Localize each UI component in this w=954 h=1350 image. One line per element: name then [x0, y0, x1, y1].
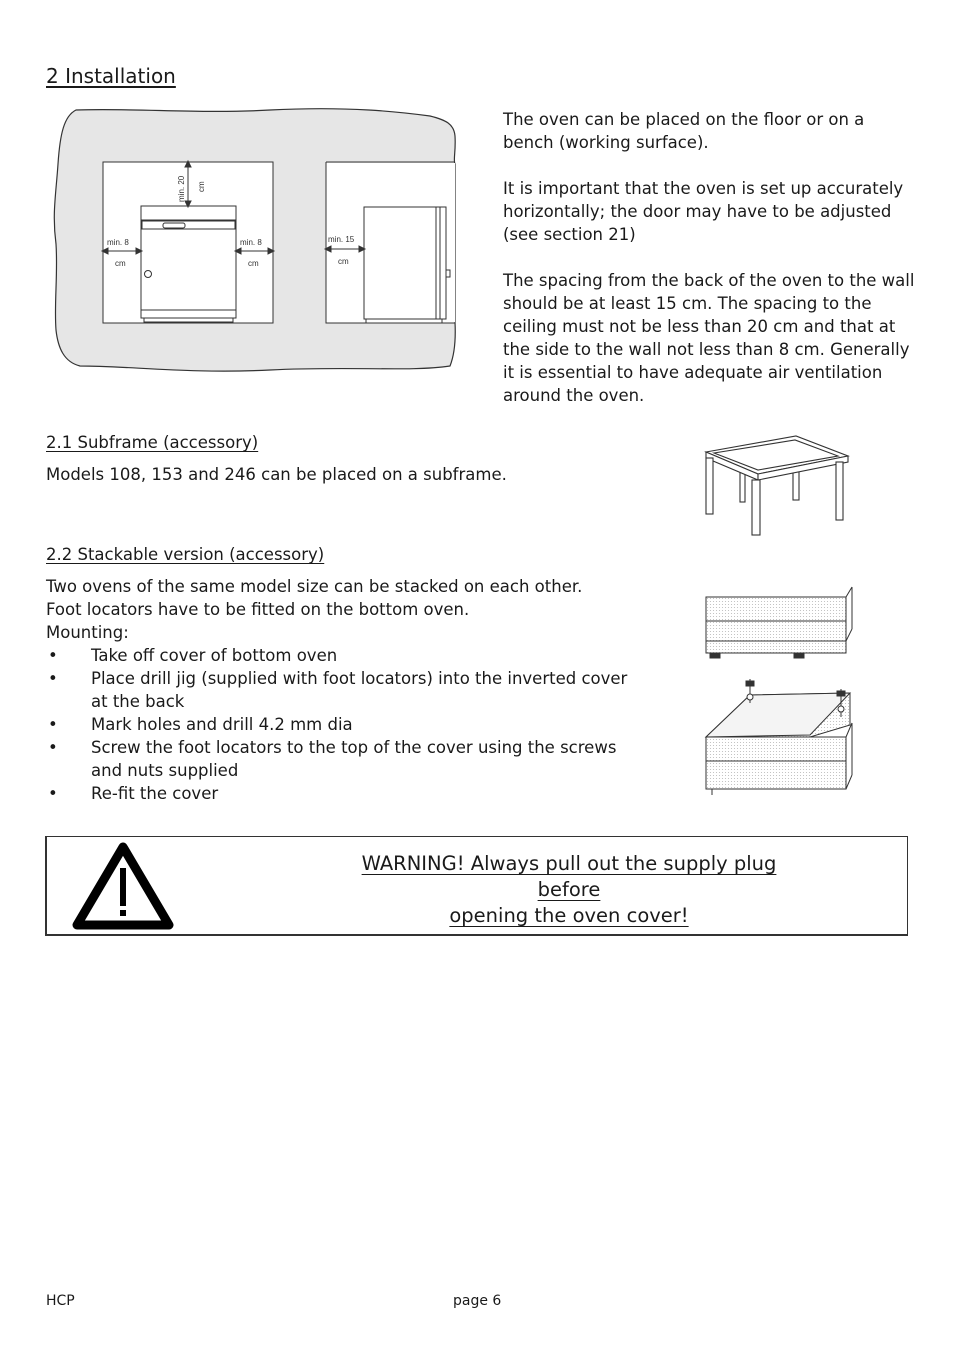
section-2-2-title: 2.2 Stackable version (accessory) — [46, 545, 325, 564]
page-title: 2 Installation — [46, 64, 176, 88]
right-min-label: min. 8 — [240, 238, 262, 247]
list-item: • Place drill jig (supplied with foot locators) into the inverted cover at the back — [46, 667, 631, 713]
warning-line: WARNING! Always pull out the supply plug before — [361, 852, 777, 901]
warning-triangle-icon — [72, 842, 174, 932]
section-2-2-body — [46, 575, 646, 805]
top-min-label: min. 20 — [177, 175, 186, 202]
list-item: • Take off cover of bottom oven — [46, 644, 631, 667]
intro-paragraph: The oven can be placed on the floor or on a bench (working surface). — [503, 110, 865, 152]
upper-oven-bottom — [706, 587, 852, 658]
list-item: • Screw the foot locators to the top of the cover using the screws and nuts supplied — [46, 736, 631, 782]
footer-left: HCP — [46, 1293, 75, 1309]
list-item: • Re-fit the cover — [46, 782, 631, 805]
section-2-2-line: Mounting: — [46, 623, 129, 642]
left-min-label: min. 8 — [107, 238, 129, 247]
section-2-1-title: 2.1 Subframe (accessory) — [46, 433, 259, 452]
top-unit-label: cm — [197, 181, 206, 192]
warning-line: opening the oven cover! — [449, 904, 689, 927]
intro-paragraph: It is important that the oven is set up accurately horizontally; the door may have to be adjusted (see section 21) — [503, 179, 904, 244]
section-2-2-line: Two ovens of the same model size can be stacked on each other. — [46, 577, 583, 596]
stacking-illustration — [700, 585, 860, 795]
back-unit-label: cm — [338, 257, 349, 266]
back-min-label: min. 15 — [328, 235, 355, 244]
intro-paragraph: The spacing from the back of the oven to the wall should be at least 15 cm. The spacing to the ceiling must not be less than 20 cm and that at the side to the wall not less than 8 cm. Generally it is essential to have adequate air ventilation around the oven. — [503, 271, 915, 405]
clearance-diagram — [50, 104, 460, 376]
list-item: • Mark holes and drill 4.2 mm dia — [46, 713, 631, 736]
section-2-1-text: Models 108, 153 and 246 can be placed on a subframe. — [46, 465, 507, 484]
section-2-2-line: Foot locators have to be fitted on the bottom oven. — [46, 600, 470, 619]
page-number: page 6 — [453, 1293, 502, 1309]
mounting-steps-list — [46, 644, 631, 805]
intro-text — [503, 108, 915, 430]
left-unit-label: cm — [115, 259, 126, 268]
subframe-illustration — [700, 430, 852, 540]
lower-oven-top — [706, 693, 852, 795]
warning-text — [330, 851, 808, 929]
right-unit-label: cm — [248, 259, 259, 268]
